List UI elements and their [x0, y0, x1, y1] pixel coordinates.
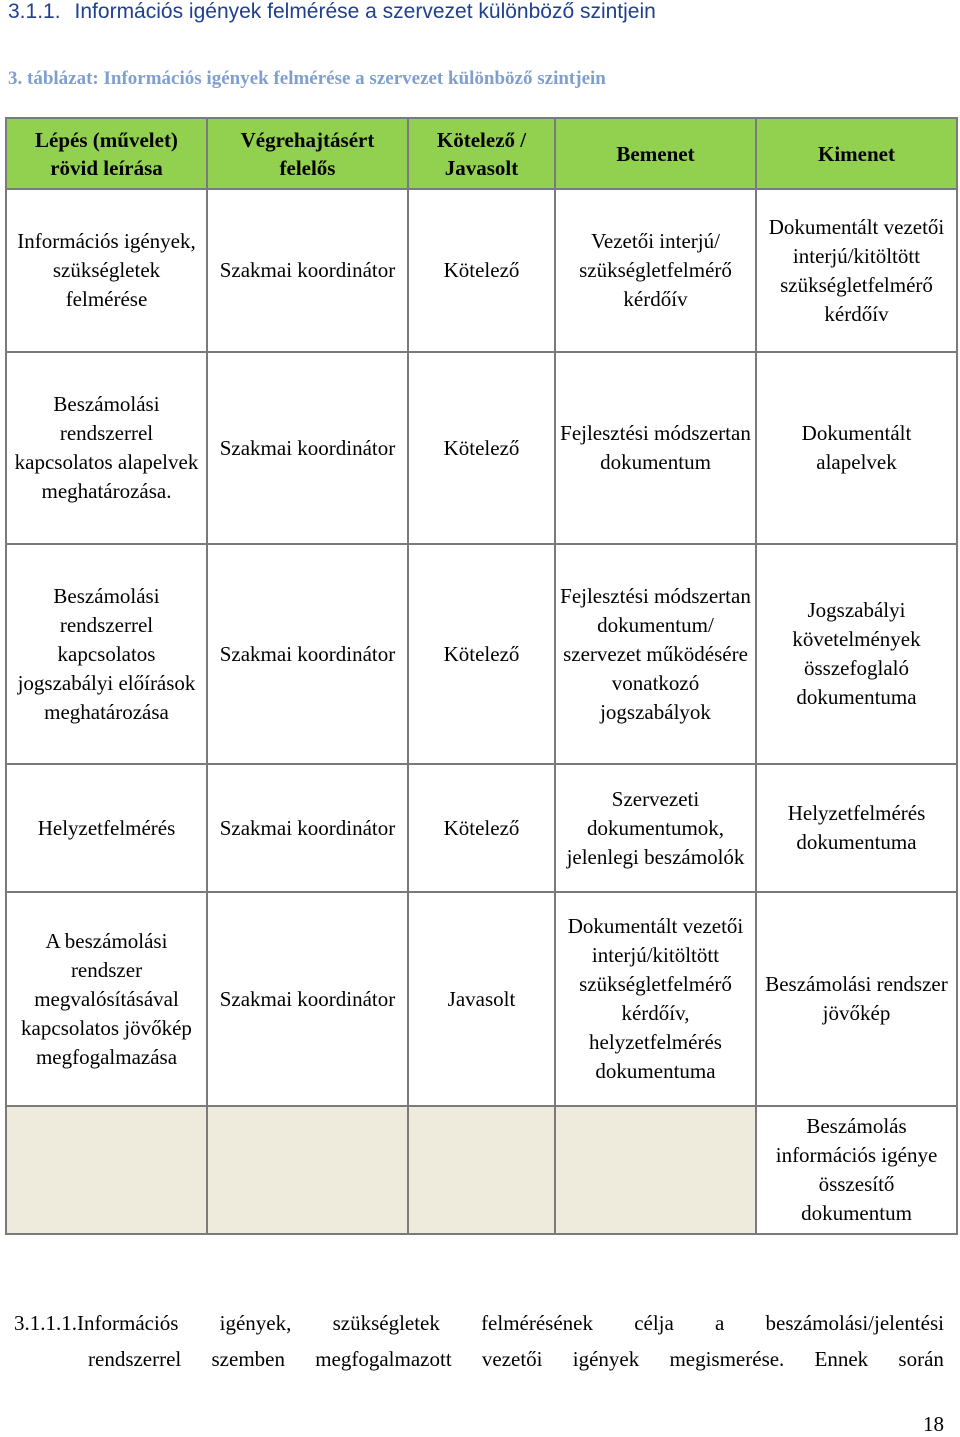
- word: beszámolási/jelentési: [765, 1311, 944, 1335]
- cell-empty: [555, 1106, 756, 1234]
- word: során: [898, 1347, 944, 1371]
- cell-empty: [207, 1106, 408, 1234]
- cell-output: Jogszabályi követelmények összefoglaló dokumentuma: [756, 544, 957, 764]
- paragraph-line-1: [14, 1305, 944, 1341]
- word: igények,: [219, 1311, 292, 1335]
- cell-empty: [6, 1106, 207, 1234]
- word: szükségletek: [332, 1311, 440, 1335]
- word: célja: [634, 1311, 674, 1335]
- word: rendszerrel: [88, 1347, 182, 1371]
- table-row: [6, 1106, 957, 1234]
- word: szemben: [211, 1347, 285, 1371]
- cell-output: Dokumentált vezetői interjú/kitöltött szükségletfelmérő kérdőív: [756, 189, 957, 352]
- body-paragraph: [14, 1305, 944, 1377]
- cell-responsible: Szakmai koordinátor: [207, 189, 408, 352]
- cell-step: Helyzetfelmérés: [6, 764, 207, 892]
- cell-output: Helyzetfelmérés dokumentuma: [756, 764, 957, 892]
- cell-input: Fejlesztési módszertan dokumentum: [555, 352, 756, 544]
- word: felmérésének: [481, 1311, 593, 1335]
- cell-mandatory: Kötelező: [408, 764, 555, 892]
- cell-mandatory: Javasolt: [408, 892, 555, 1106]
- cell-output: Beszámolás információs igénye összesítő dokumentum: [756, 1106, 957, 1234]
- cell-step: Információs igények, szükségletek felmérése: [6, 189, 207, 352]
- header-responsible: Végrehajtásért felelős: [207, 118, 408, 189]
- cell-mandatory: Kötelező: [408, 189, 555, 352]
- steps-table: [5, 117, 958, 1235]
- word: igények: [572, 1347, 640, 1371]
- table-row: [6, 189, 957, 352]
- word: megfogalmazott: [315, 1347, 452, 1371]
- cell-output: Dokumentált alapelvek: [756, 352, 957, 544]
- page-number: 18: [923, 1412, 944, 1436]
- section-title: Információs igények felmérése a szervezet különböző szintjein: [74, 0, 656, 23]
- cell-responsible: Szakmai koordinátor: [207, 764, 408, 892]
- word: 3.1.1.1.Információs: [14, 1311, 179, 1335]
- section-heading: [8, 0, 656, 24]
- cell-mandatory: Kötelező: [408, 544, 555, 764]
- cell-step: Beszámolási rendszerrel kapcsolatos alapelvek meghatározása.: [6, 352, 207, 544]
- header-mandatory: Kötelező / Javasolt: [408, 118, 555, 189]
- cell-input: Szervezeti dokumentumok, jelenlegi beszámolók: [555, 764, 756, 892]
- header-input: Bemenet: [555, 118, 756, 189]
- paragraph-line-2: [14, 1341, 944, 1377]
- cell-input: Dokumentált vezetői interjú/kitöltött szükségletfelmérő kérdőív, helyzetfelmérés dokumentuma: [555, 892, 756, 1106]
- cell-input: Fejlesztési módszertan dokumentum/ szervezet működésére vonatkozó jogszabályok: [555, 544, 756, 764]
- cell-output: Beszámolási rendszer jövőkép: [756, 892, 957, 1106]
- word: Ennek: [814, 1347, 869, 1371]
- cell-step: A beszámolási rendszer megvalósításával kapcsolatos jövőkép megfogalmazása: [6, 892, 207, 1106]
- word: megismerése.: [669, 1347, 785, 1371]
- cell-input: Vezetői interjú/ szükségletfelmérő kérdőív: [555, 189, 756, 352]
- header-output: Kimenet: [756, 118, 957, 189]
- cell-mandatory: Kötelező: [408, 352, 555, 544]
- cell-responsible: Szakmai koordinátor: [207, 544, 408, 764]
- cell-responsible: Szakmai koordinátor: [207, 352, 408, 544]
- section-number: 3.1.1.: [8, 0, 61, 23]
- table-caption: 3. táblázat: Információs igények felmérése a szervezet különböző szintjein: [8, 68, 606, 89]
- table-row: [6, 892, 957, 1106]
- cell-empty: [408, 1106, 555, 1234]
- table-row: [6, 764, 957, 892]
- header-step: Lépés (művelet) rövid leírása: [6, 118, 207, 189]
- word: a: [715, 1311, 725, 1335]
- header-row: [6, 118, 957, 189]
- table-row: [6, 352, 957, 544]
- cell-responsible: Szakmai koordinátor: [207, 892, 408, 1106]
- table-row: [6, 544, 957, 764]
- word: vezetői: [481, 1347, 543, 1371]
- cell-step: Beszámolási rendszerrel kapcsolatos jogszabályi előírások meghatározása: [6, 544, 207, 764]
